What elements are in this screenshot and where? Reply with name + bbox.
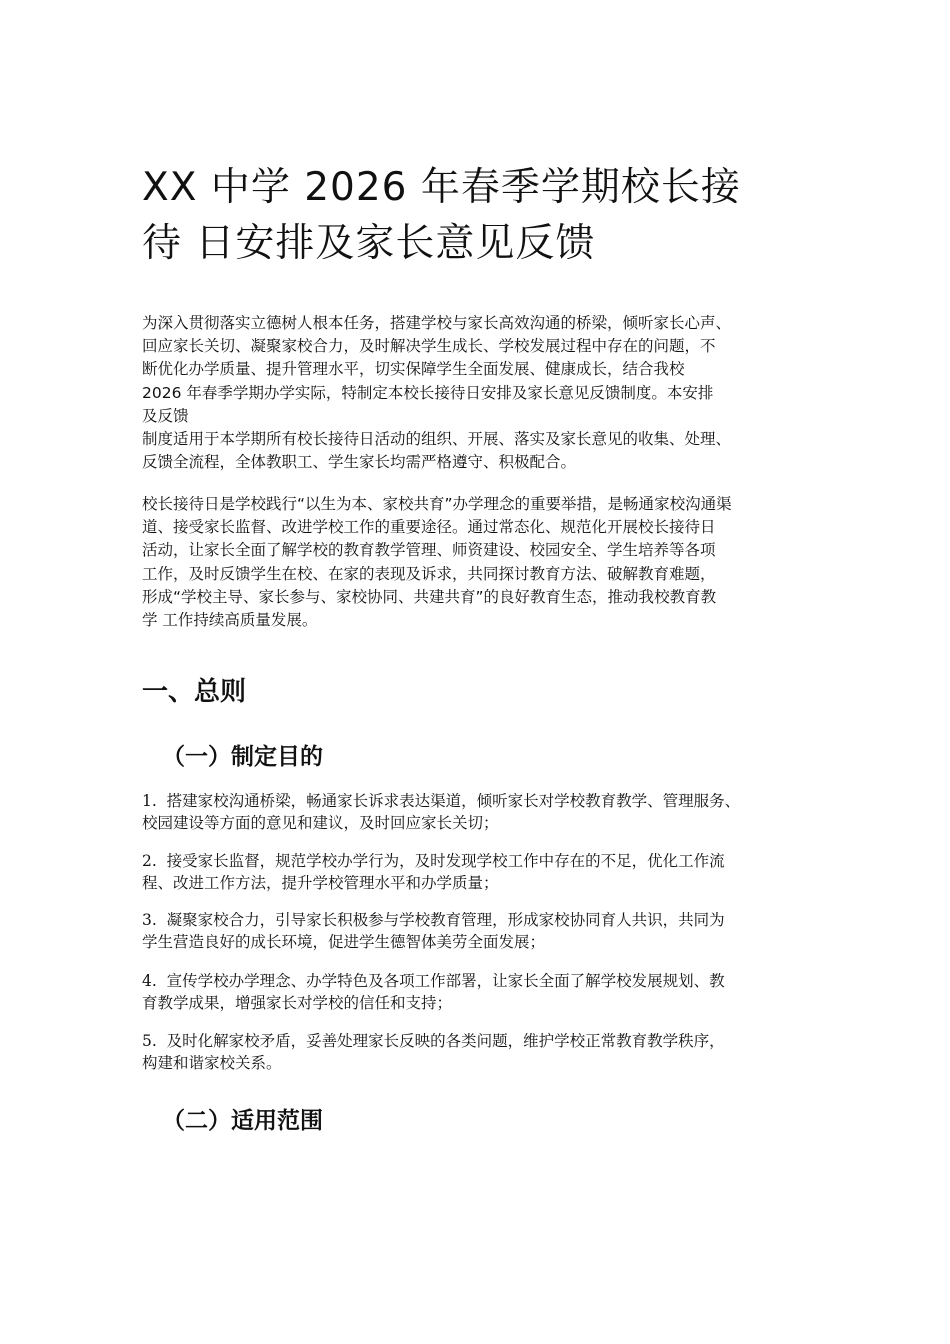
item-number: 4. bbox=[142, 972, 157, 990]
item-number: 5. bbox=[142, 1032, 157, 1050]
paragraph-line: 形成“学校主导、家长参与、家校协同、共建共育”的良好教育生态，推动我校教育教 bbox=[142, 587, 717, 606]
paragraph-line: 学 工作持续高质量发展。 bbox=[142, 611, 318, 630]
paragraph-line: 道、接受家长监督、改进学校工作的重要途径。通过常态化、规范化开展校长接待日 bbox=[142, 518, 716, 537]
item-text: 搭建家校沟通桥梁，畅通家长诉求表达渠道，倾听家长对学校教育教学、管理服务、 bbox=[166, 792, 741, 810]
document-title bbox=[142, 160, 822, 272]
paragraph-line: 回应家长关切、凝聚家校合力，及时解决学生成长、学校发展过程中存在的问题，不 bbox=[142, 337, 716, 356]
item-line bbox=[142, 850, 822, 872]
purpose-item bbox=[142, 790, 822, 834]
item-text: 及时化解家校矛盾，妥善处理家长反映的各类问题，维护学校正常教育教学秩序， bbox=[166, 1032, 725, 1050]
item-number: 2. bbox=[142, 852, 157, 870]
paragraph-line: 及反馈 bbox=[142, 406, 189, 425]
paragraph-line: 活动，让家长全面了解学校的教育教学管理、师资建设、校园安全、学生培养等各项 bbox=[142, 541, 716, 560]
intro-paragraph bbox=[142, 312, 822, 474]
item-line bbox=[142, 909, 822, 931]
purpose-item bbox=[142, 970, 822, 1014]
paragraph-line: 断优化办学质量、提升管理水平，切实保障学生全面发展、健康成长，结合我校 bbox=[142, 360, 685, 379]
paragraph-line: 2026 年春季学期办学实际，特制定本校长接待日安排及家长意见反馈制度。本安排 bbox=[142, 383, 714, 402]
item-line: 程、改进工作方法，提升学校管理水平和办学质量； bbox=[142, 874, 499, 892]
paragraph-line: 制度适用于本学期所有校长接待日活动的组织、开展、落实及家长意见的收集、处理、 bbox=[142, 430, 732, 449]
item-text: 宣传学校办学理念、办学特色及各项工作部署，让家长全面了解学校发展规划、教 bbox=[166, 972, 725, 990]
item-line bbox=[142, 790, 822, 812]
purpose-item bbox=[142, 1030, 822, 1074]
paragraph-line: 为深入贯彻落实立德树人根本任务，搭建学校与家长高效沟通的桥梁，倾听家长心声、 bbox=[142, 314, 732, 332]
title-line: XX 中学 2026 年春季学期校长接 bbox=[142, 165, 741, 210]
item-text: 接受家长监督，规范学校办学行为，及时发现学校工作中存在的不足，优化工作流 bbox=[166, 852, 725, 870]
paragraph-line: 校长接待日是学校践行“以生为本、家校共育”办学理念的重要举措，是畅通家校沟通渠 bbox=[142, 495, 732, 513]
paragraph-line: 反馈全流程，全体教职工、学生家长均需严格遵守、积极配合。 bbox=[142, 453, 577, 472]
section-heading-general: 一、总则 bbox=[142, 677, 247, 707]
mission-paragraph bbox=[142, 493, 822, 632]
item-text: 凝聚家校合力，引导家长积极参与学校教育管理，形成家校协同育人共识，共同为 bbox=[166, 911, 725, 929]
item-line: 学生营造良好的成长环境，促进学生德智体美劳全面发展； bbox=[142, 933, 546, 951]
purpose-item bbox=[142, 850, 822, 894]
item-line: 构建和谐家校关系。 bbox=[142, 1054, 282, 1072]
purpose-item bbox=[142, 909, 822, 953]
paragraph-line: 工作，及时反馈学生在校、在家的表现及诉求，共同探讨教育方法、破解教育难题， bbox=[142, 564, 716, 583]
item-number: 3. bbox=[142, 911, 157, 929]
item-line: 校园建设等方面的意见和建议，及时回应家长关切； bbox=[142, 814, 499, 832]
item-number: 1. bbox=[142, 792, 157, 810]
item-line bbox=[142, 970, 822, 992]
item-line bbox=[142, 1030, 822, 1052]
subsection-heading-scope: （二）适用范围 bbox=[162, 1108, 323, 1134]
title-line: 待 日安排及家长意见反馈 bbox=[142, 221, 596, 266]
item-line: 育教学成果，增强家长对学校的信任和支持； bbox=[142, 994, 453, 1012]
subsection-heading-purpose: （一）制定目的 bbox=[162, 744, 323, 770]
